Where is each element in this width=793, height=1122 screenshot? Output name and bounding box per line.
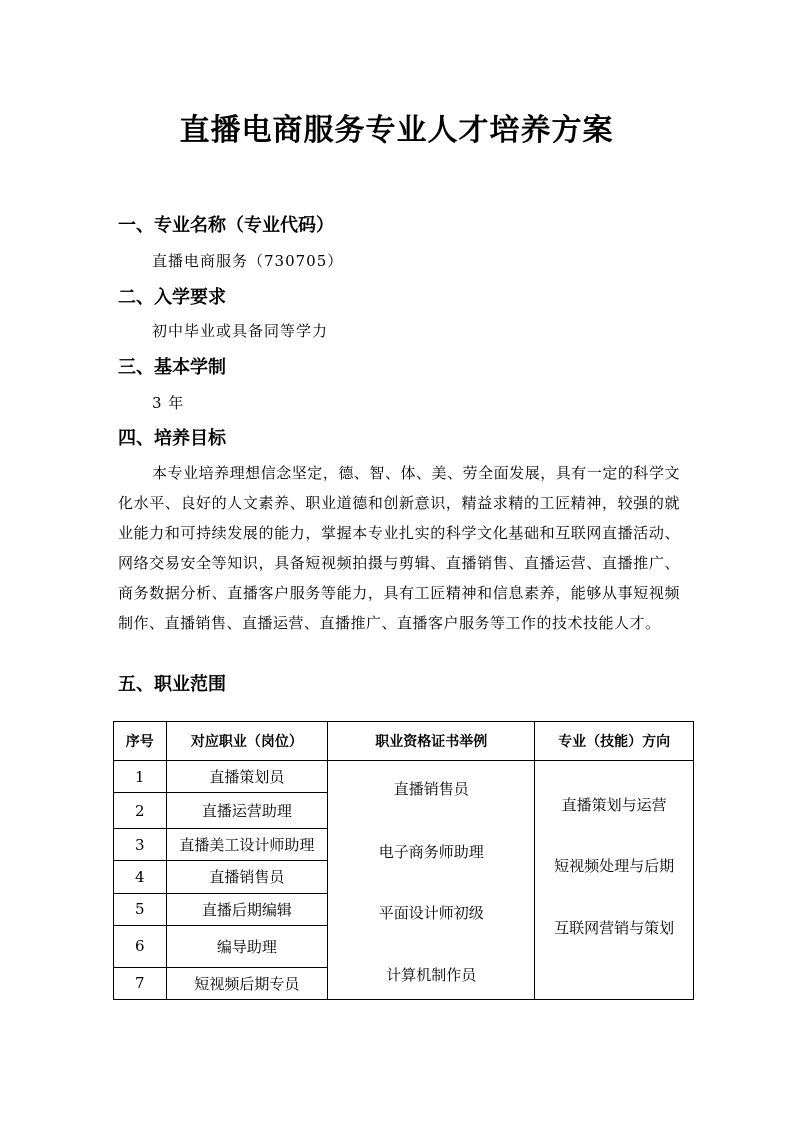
admission-text: 初中毕业或具备同等学力	[152, 322, 329, 340]
training-goal-paragraph: 本专业培养理想信念坚定，德、智、体、美、劳全面发展，具有一定的科学文化水平、良好的人文素养、职业道德和创新意识，精益求精的工匠精神，较强的就业能力和可持续发展的能力，掌握本专业扎实的科学文化基础和互联网直播活动、网络交易安全等知识，具备短视频拍摄与剪辑、直播销售、直播运营、直播推广、商务数据分析、直播客户服务等能力，具有工匠精神和信息素养，能够从事短视频制作、直播销售、直播运营、直播推广、直播客户服务等工作的技术技能人才。	[118, 464, 680, 632]
certificate-item: 直播销售员	[393, 780, 469, 798]
row-job: 直播策划员	[166, 761, 328, 793]
section-heading-major-name: 一、专业名称（专业代码）	[118, 215, 334, 236]
table-row	[114, 761, 694, 793]
certificate-item: 计算机制作员	[386, 966, 477, 984]
header-certificate: 职业资格证书举例	[328, 722, 535, 761]
row-job: 直播运营助理	[166, 793, 328, 829]
row-job: 直播销售员	[166, 861, 328, 893]
certificates-cell	[328, 761, 535, 1000]
direction-item: 直播策划与运营	[561, 796, 667, 814]
certificate-item: 电子商务师助理	[378, 843, 484, 861]
row-job: 直播美工设计师助理	[166, 829, 328, 861]
table-header-row	[114, 722, 694, 761]
section-heading-career-scope: 五、职业范围	[118, 674, 226, 695]
direction-item: 互联网营销与策划	[554, 919, 675, 937]
section-heading-training-goal: 四、培养目标	[118, 428, 226, 449]
section-heading-duration: 三、基本学制	[118, 357, 226, 378]
row-seq: 3	[114, 829, 167, 861]
section-heading-admission: 二、入学要求	[118, 287, 226, 308]
page-title: 直播电商服务专业人才培养方案	[179, 113, 614, 148]
header-direction: 专业（技能）方向	[535, 722, 694, 761]
major-name-text: 直播电商服务（730705）	[152, 252, 344, 270]
duration-text: 3 年	[152, 394, 185, 412]
row-job: 短视频后期专员	[166, 967, 328, 999]
row-seq: 5	[114, 893, 167, 925]
header-seq: 序号	[114, 722, 167, 761]
directions-cell	[535, 761, 694, 1000]
row-job: 编导助理	[166, 925, 328, 967]
career-scope-table	[113, 721, 694, 1000]
header-job: 对应职业（岗位）	[166, 722, 328, 761]
row-seq: 4	[114, 861, 167, 893]
row-seq: 7	[114, 967, 167, 999]
row-seq: 6	[114, 925, 167, 967]
row-seq: 1	[114, 761, 167, 793]
direction-item: 短视频处理与后期	[554, 857, 675, 875]
row-seq: 2	[114, 793, 167, 829]
certificate-item: 平面设计师初级	[378, 904, 484, 922]
row-job: 直播后期编辑	[166, 893, 328, 925]
